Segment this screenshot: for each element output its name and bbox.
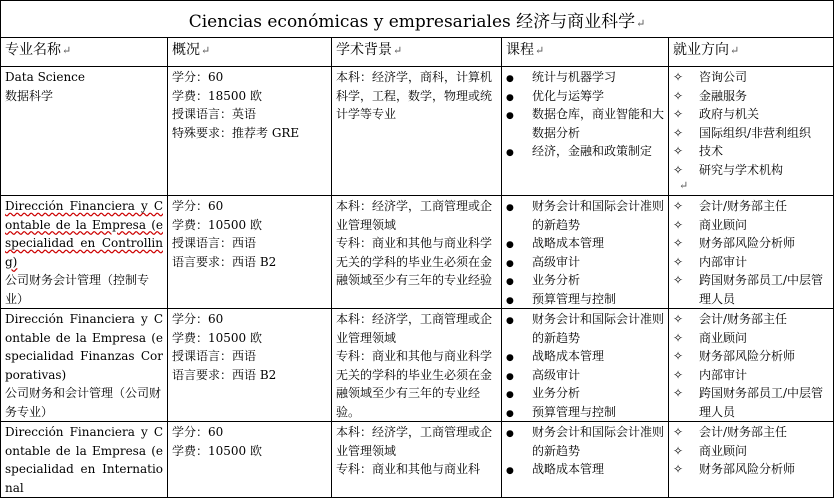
- list-item: ✧ 研究与学术机构: [673, 161, 829, 180]
- list-item: ✧ 跨国财务部员工/中层管理人员: [673, 271, 829, 308]
- bullet-diamond-icon: [673, 347, 693, 366]
- list-item: ● 数据仓库，商业智能和大数据分析: [506, 105, 664, 142]
- list-item: ✧ 内部审计: [673, 366, 829, 385]
- program-name-cell: Dirección Financiera y Contable de la Empresa (especialidad Finanzas Corporativas) 公司财务和会计管理（公司财务专业）: [1, 309, 168, 422]
- list-item: ✧ 会计/财务部主任: [673, 197, 829, 216]
- list-item: ● 战略成本管理: [506, 460, 664, 479]
- header-courses: 课程↵: [502, 38, 669, 67]
- bullet-dot-icon: [506, 366, 526, 387]
- list-item: ✧ 内部审计: [673, 253, 829, 272]
- bullet-diamond-icon: [673, 87, 693, 106]
- courses-cell: [502, 196, 669, 309]
- header-overview: 概况↵: [168, 38, 332, 67]
- list-item: ✧ 政府与机关: [673, 105, 829, 124]
- bullet-diamond-icon: [673, 253, 693, 272]
- bullet-dot-icon: [506, 197, 526, 218]
- header-row: [1, 38, 834, 67]
- list-item: ● 经济，金融和政策制定: [506, 142, 664, 161]
- bullet-dot-icon: [506, 423, 526, 444]
- paragraph-mark-icon: ↵: [730, 44, 740, 57]
- bullet-diamond-icon: [673, 423, 693, 442]
- list-item: ● 业务分析: [506, 384, 664, 403]
- careers-cell: [669, 67, 834, 196]
- bullet-dot-icon: [506, 253, 526, 274]
- bullet-diamond-icon: [673, 310, 693, 329]
- bullet-dot-icon: [506, 310, 526, 331]
- table-title-cell: [1, 1, 834, 38]
- overview-cell: 学分：60 学费：10500 欧: [168, 422, 332, 498]
- list-item: ✧ 国际组织/非营利组织: [673, 124, 829, 143]
- bullet-diamond-icon: [673, 105, 693, 124]
- background-cell: 本科：经济学，工商管理或企业管理领域 专科：商业和其他与商业科学无关的学科的毕业生必须在金融领域至少有三年的专业经验: [332, 196, 502, 309]
- list-item: ✧ 财务部风险分析师: [673, 234, 829, 253]
- list-item: ✧ 会计/财务部主任: [673, 310, 829, 329]
- header-name: 专业名称↵: [1, 38, 168, 67]
- bullet-dot-icon: [506, 234, 526, 255]
- paragraph-mark-icon: ↵: [535, 44, 545, 57]
- list-item: ✧ 金融服务: [673, 87, 829, 106]
- bullet-dot-icon: [506, 68, 526, 89]
- overview-cell: 学分：60 学费：18500 欧 授课语言：英语 特殊要求：推荐考 GRE: [168, 67, 332, 196]
- list-item: ● 财务会计和国际会计准则的新趋势: [506, 310, 664, 347]
- list-item: ● 财务会计和国际会计准则的新趋势: [506, 197, 664, 234]
- background-cell: 本科：经济学，工商管理或企业管理领域 专科：商业和其他与商业科学无关的学科的毕业生必须在金融领域至少有三年的专业经验。: [332, 309, 502, 422]
- paragraph-mark-icon: ↵: [636, 17, 646, 30]
- bullet-diamond-icon: [673, 460, 693, 479]
- list-item: ✧ 咨询公司: [673, 68, 829, 87]
- bullet-dot-icon: [506, 384, 526, 405]
- list-item: ✧ 技术: [673, 142, 829, 161]
- list-item: ● 优化与运筹学: [506, 87, 664, 106]
- careers-cell: [669, 309, 834, 422]
- paragraph-mark-icon: ↵: [393, 44, 403, 57]
- list-item: ● 预算管理与控制: [506, 290, 664, 309]
- bullet-diamond-icon: [673, 161, 693, 180]
- list-item: ✧ 商业顾问: [673, 329, 829, 348]
- bullet-dot-icon: [506, 403, 526, 424]
- careers-cell: [669, 196, 834, 309]
- bullet-diamond-icon: [673, 142, 693, 161]
- overview-cell: 学分：60 学费：10500 欧 授课语言：西语 语言要求：西语 B2: [168, 309, 332, 422]
- background-cell: 本科：经济学，商科，计算机科学，工程，数学，物理或统计学等专业: [332, 67, 502, 196]
- list-item: ● 高级审计: [506, 366, 664, 385]
- list-item: ✧ 会计/财务部主任: [673, 423, 829, 442]
- list-item: ● 财务会计和国际会计准则的新趋势: [506, 423, 664, 460]
- paragraph-mark-icon: ↵: [679, 179, 689, 192]
- header-careers: 就业方向↵: [669, 38, 834, 67]
- bullet-dot-icon: [506, 460, 526, 481]
- bullet-diamond-icon: [673, 329, 693, 348]
- list-item: ✧ 跨国财务部员工/中层管理人员: [673, 384, 829, 421]
- program-name-cell: Data Science 数据科学: [1, 67, 168, 196]
- bullet-diamond-icon: [673, 271, 693, 290]
- table-row: [1, 309, 834, 422]
- list-item: ✧ 财务部风险分析师: [673, 460, 829, 479]
- bullet-diamond-icon: [673, 216, 693, 235]
- list-item: ● 预算管理与控制: [506, 403, 664, 422]
- table-row: [1, 67, 834, 196]
- list-item: ● 战略成本管理: [506, 234, 664, 253]
- bullet-dot-icon: [506, 142, 526, 163]
- table-title: Ciencias económicas y empresariales 经济与商业科学: [188, 12, 636, 32]
- header-background: 学术背景↵: [332, 38, 502, 67]
- bullet-diamond-icon: [673, 442, 693, 461]
- bullet-diamond-icon: [673, 366, 693, 385]
- program-name-cell: Dirección Financiera y Contable de la Empresa (especialidad en Controlling) 公司财务会计管理（控制专业）: [1, 196, 168, 309]
- list-item: ✧ 商业顾问: [673, 442, 829, 461]
- careers-cell: [669, 422, 834, 498]
- bullet-diamond-icon: [673, 234, 693, 253]
- bullet-dot-icon: [506, 105, 526, 126]
- background-cell: 本科：经济学，工商管理或企业管理领域 专科：商业和其他与商业科: [332, 422, 502, 498]
- bullet-diamond-icon: [673, 384, 693, 403]
- bullet-dot-icon: [506, 347, 526, 368]
- table-row: [1, 196, 834, 309]
- table-row: [1, 422, 834, 498]
- bullet-dot-icon: [506, 271, 526, 292]
- bullet-diamond-icon: [673, 124, 693, 143]
- list-item: ● 战略成本管理: [506, 347, 664, 366]
- paragraph-mark-icon: ↵: [201, 44, 211, 57]
- list-item: ● 高级审计: [506, 253, 664, 272]
- courses-cell: [502, 422, 669, 498]
- courses-cell: [502, 309, 669, 422]
- bullet-diamond-icon: [673, 197, 693, 216]
- program-name-cell: Dirección Financiera y Contable de la Empresa (especialidad en International: [1, 422, 168, 498]
- bullet-diamond-icon: [673, 68, 693, 87]
- bullet-dot-icon: [506, 87, 526, 108]
- list-item: ✧ 财务部风险分析师: [673, 347, 829, 366]
- list-item: ● 统计与机器学习: [506, 68, 664, 87]
- overview-cell: 学分：60 学费：10500 欧 授课语言：西语 语言要求：西语 B2: [168, 196, 332, 309]
- list-item: ● 业务分析: [506, 271, 664, 290]
- bullet-dot-icon: [506, 290, 526, 311]
- courses-cell: [502, 67, 669, 196]
- list-item: ✧ 商业顾问: [673, 216, 829, 235]
- paragraph-mark-icon: ↵: [62, 44, 72, 57]
